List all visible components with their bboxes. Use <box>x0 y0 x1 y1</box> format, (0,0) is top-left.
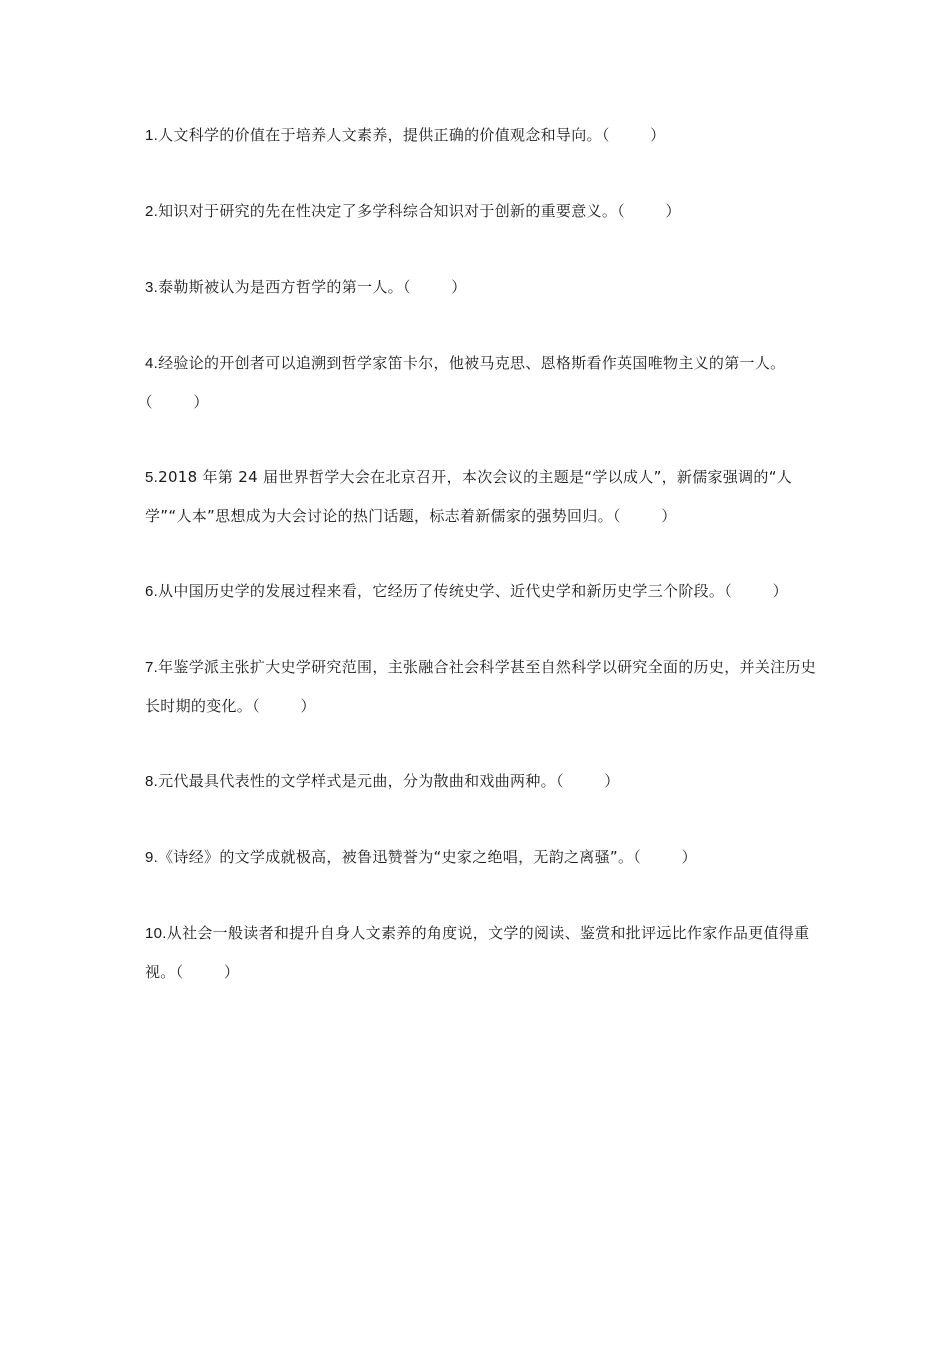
answer-blank: （ ） <box>252 697 316 715</box>
answer-blank: （ ） <box>145 393 209 411</box>
question-text: 从中国历史学的发展过程来看，它经历了传统史学、近代史学和新历史学三个阶段。 <box>158 582 725 600</box>
question-number: 3. <box>145 279 159 296</box>
question-list <box>145 116 817 1028</box>
answer-blank: （ ） <box>175 963 240 981</box>
answer-blank: （ ） <box>617 202 681 220</box>
question-text: 《诗经》的文学成就极高，被鲁迅赞誉为“史家之绝唱，无韵之离骚”。 <box>158 848 634 866</box>
question-item <box>145 648 817 725</box>
question-number: 1. <box>145 127 159 144</box>
question-number: 2. <box>145 203 159 220</box>
question-item <box>145 116 817 155</box>
question-text: 从社会一般读者和提升自身人文素养的角度说，文学的阅读、鉴赏和批评远比作家作品更值得重视。 <box>145 924 810 981</box>
question-text: 知识对于研究的先在性决定了多学科综合知识对于创新的重要意义。 <box>158 202 618 220</box>
question-text: 元代最具代表性的文学样式是元曲，分为散曲和戏曲两种。 <box>158 772 556 790</box>
question-number: 8. <box>145 773 159 790</box>
question-item <box>145 838 817 877</box>
question-item <box>145 268 817 307</box>
question-item <box>145 572 817 611</box>
answer-blank: （ ） <box>724 582 788 600</box>
question-text: 人文科学的价值在于培养人文素养，提供正确的价值观念和导向。 <box>158 126 602 144</box>
answer-blank: （ ） <box>633 848 697 866</box>
question-item <box>145 762 817 801</box>
answer-blank: （ ） <box>402 278 467 296</box>
question-item <box>145 914 817 991</box>
question-number: 6. <box>145 583 159 600</box>
answer-blank: （ ） <box>601 126 666 144</box>
question-number: 10. <box>145 925 167 942</box>
question-text: 2018 年第 24 届世界哲学大会在北京召开，本次会议的主题是“学以成人”，新儒家强调的“人学”“人本”思想成为大会讨论的热门话题，标志着新儒家的强势回归。 <box>145 468 793 525</box>
question-number: 9. <box>145 849 159 866</box>
question-number: 5. <box>145 469 159 486</box>
question-number: 4. <box>145 355 159 372</box>
question-item <box>145 192 817 231</box>
answer-blank: （ ） <box>555 772 620 790</box>
question-number: 7. <box>145 659 159 676</box>
question-text: 泰勒斯被认为是西方哲学的第一人。 <box>158 278 403 296</box>
question-item <box>145 458 817 535</box>
answer-blank: （ ） <box>612 507 677 525</box>
question-text: 年鉴学派主张扩大史学研究范围，主张融合社会科学甚至自然科学以研究全面的历史，并关注历史长时期的变化。 <box>145 658 817 715</box>
question-item <box>145 344 817 421</box>
question-text: 经验论的开创者可以追溯到哲学家笛卡尔，他被马克思、恩格斯看作英国唯物主义的第一人。 <box>158 354 786 372</box>
